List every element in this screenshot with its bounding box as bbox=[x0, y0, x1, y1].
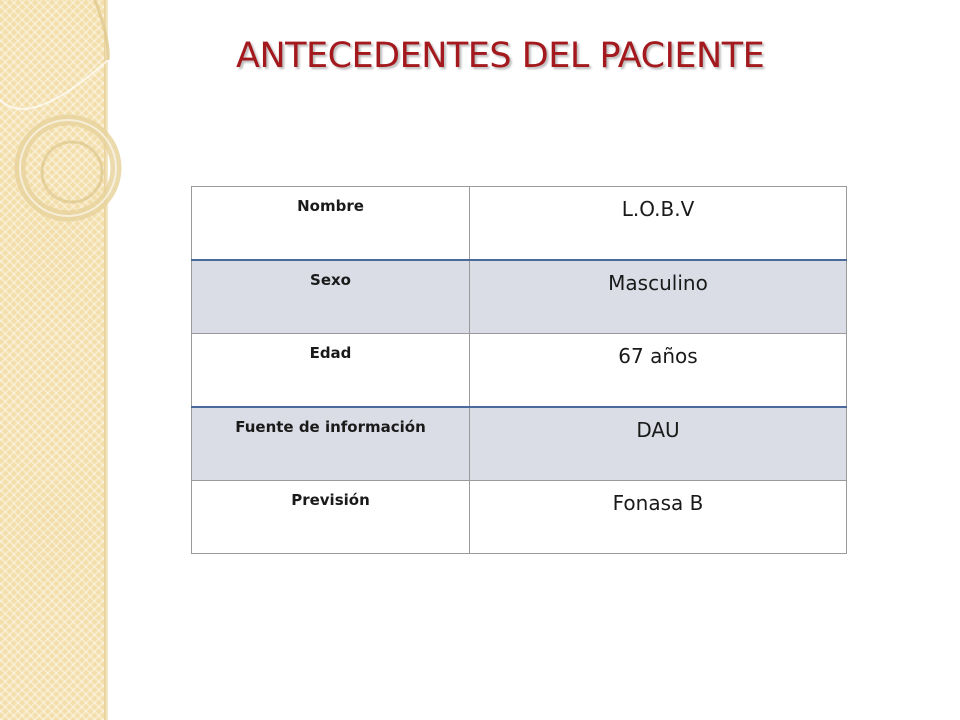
page-title: ANTECEDENTES DEL PACIENTE bbox=[236, 36, 765, 76]
row-value: L.O.B.V bbox=[470, 187, 847, 261]
table-row-edad bbox=[192, 334, 847, 408]
row-label: Sexo bbox=[192, 260, 470, 334]
row-label: Previsión bbox=[192, 481, 470, 554]
row-label: Fuente de información bbox=[192, 407, 470, 481]
table-row-sexo bbox=[192, 260, 847, 334]
row-value: Masculino bbox=[470, 260, 847, 334]
row-value: Fonasa B bbox=[470, 481, 847, 554]
table-row-prevision bbox=[192, 481, 847, 554]
row-value: DAU bbox=[470, 407, 847, 481]
patient-info-table bbox=[191, 186, 847, 554]
decorative-rings-icon bbox=[0, 0, 160, 260]
table-row-nombre bbox=[192, 187, 847, 261]
table-row-fuente bbox=[192, 407, 847, 481]
row-label: Nombre bbox=[192, 187, 470, 261]
row-value: 67 años bbox=[470, 334, 847, 408]
row-label: Edad bbox=[192, 334, 470, 408]
